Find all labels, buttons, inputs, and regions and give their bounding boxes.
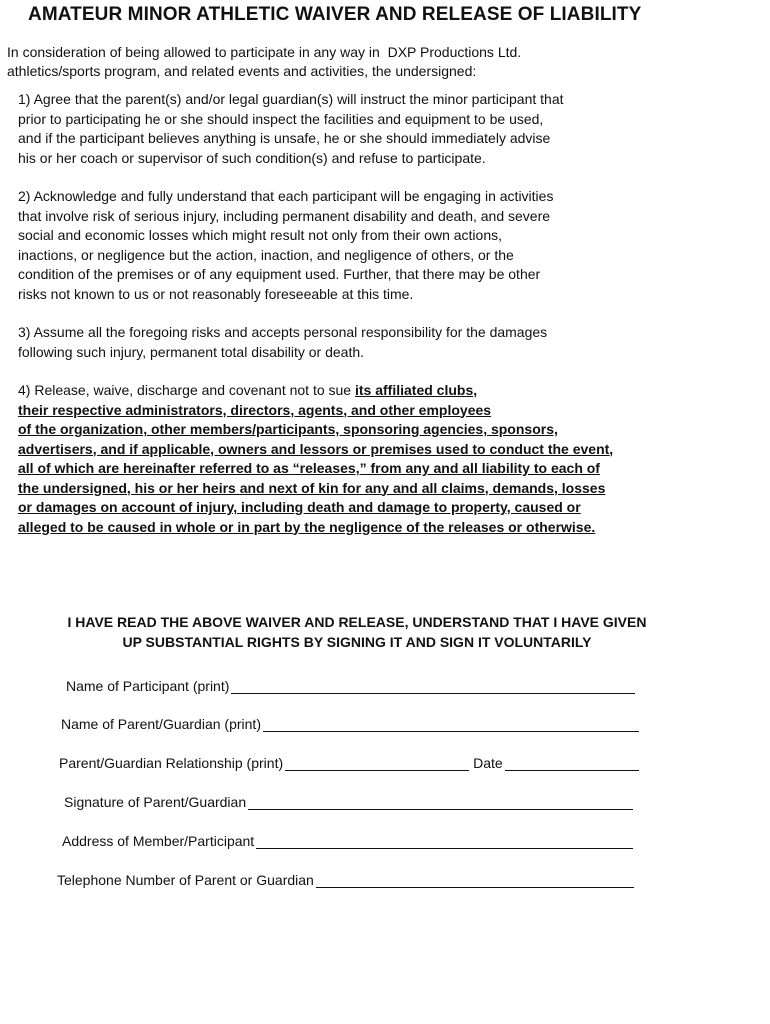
clause-2-line: risks not known to us or not reasonably foreseeable at this time. — [18, 285, 414, 302]
clause-1-line: prior to participating he or she should inspect the facilities and equipment to be used, — [18, 110, 544, 127]
participant-name-label: Name of Participant (print) — [66, 678, 230, 694]
clause-2-line: that involve risk of serious injury, including permanent disability and death, and severe — [18, 207, 551, 224]
participant-name-field — [66, 678, 635, 694]
clause-2-line: 2) Acknowledge and fully understand that each participant will be engaging in activities — [18, 188, 554, 204]
clause-4-line: or damages on account of injury, including death and damage to property, caused or — [18, 499, 581, 515]
clause-2 — [18, 187, 553, 304]
intro-line-2: athletics/sports program, and related events and activities, the undersigned: — [7, 63, 477, 79]
acknowledgement-line: UP SUBSTANTIAL RIGHTS BY SIGNING IT AND SIGN IT VOLUNTARILY — [122, 634, 592, 650]
participant-name-input-line[interactable] — [231, 679, 635, 694]
intro-line-1 — [7, 43, 521, 63]
clause-2-line: condition of the premises or of any equipment used. Further, that there may be other — [18, 266, 541, 282]
telephone-label: Telephone Number of Parent or Guardian — [57, 872, 314, 888]
clause-4-line: of the organization, other members/participants, sponsoring agencies, sponsors, — [18, 421, 558, 437]
clause-1-line: 1) Agree that the parent(s) and/or legal guardian(s) will instruct the minor participant that — [18, 91, 564, 107]
date-input-line[interactable] — [505, 756, 639, 771]
clause-4-line: their respective administrators, directors, agents, and other employees — [18, 401, 492, 418]
clause-4-line: the undersigned, his or her heirs and next of kin for any and all claims, demands, losses — [18, 479, 606, 496]
clause-1 — [18, 90, 564, 168]
clause-4-line: all of which are hereinafter referred to as “releases,” from any and all liability to each of — [18, 460, 600, 476]
acknowledgement — [0, 612, 714, 652]
company-name: DXP Productions Ltd. — [387, 44, 522, 60]
clause-4-first-line — [18, 381, 613, 401]
date-label: Date — [473, 755, 503, 771]
clause-1-line: and if the participant believes anything is unsafe, he or she should immediately advise — [18, 130, 551, 146]
parent-name-field — [61, 716, 639, 732]
signature-label: Signature of Parent/Guardian — [64, 794, 247, 810]
document-title: AMATEUR MINOR ATHLETIC WAIVER AND RELEASE OF LIABILITY — [28, 4, 642, 25]
clause-3-line: 3) Assume all the foregoing risks and accepts personal responsibility for the damages — [18, 324, 548, 340]
clause-3-line: following such injury, permanent total disability or death. — [18, 343, 365, 360]
acknowledgement-line: I HAVE READ THE ABOVE WAIVER AND RELEASE, UNDERSTAND THAT I HAVE GIVEN — [67, 614, 647, 630]
intro-prefix: In consideration of being allowed to participate in any way in — [7, 44, 380, 60]
address-input-line[interactable] — [256, 834, 633, 849]
relationship-field — [59, 755, 639, 771]
parent-name-input-line[interactable] — [263, 717, 639, 732]
clause-2-line: social and economic losses which might result not only from their own actions, — [18, 227, 502, 243]
telephone-input-line[interactable] — [316, 873, 634, 888]
clause-4 — [18, 381, 613, 537]
clause-1-line: his or her coach or supervisor of such condition(s) and refuse to participate. — [18, 149, 486, 166]
signature-field — [64, 794, 633, 810]
relationship-input-line[interactable] — [285, 756, 469, 771]
clause-4-line: advertisers, and if applicable, owners and lessors or premises used to conduct the event, — [18, 440, 614, 457]
parent-name-label: Name of Parent/Guardian (print) — [61, 716, 261, 732]
clause-4-line: alleged to be caused in whole or in part by the negligence of the releases or otherwise. — [18, 518, 596, 535]
address-label: Address of Member/Participant — [62, 833, 255, 849]
clause-2-line: inactions, or negligence but the action, inaction, and negligence of others, or the — [18, 246, 514, 263]
telephone-field — [57, 872, 634, 888]
signature-input-line[interactable] — [248, 795, 633, 810]
clause-4-released-parties: its affiliated clubs, — [355, 382, 478, 398]
address-field — [62, 833, 633, 849]
relationship-label: Parent/Guardian Relationship (print) — [59, 755, 284, 771]
clause-4-prefix: 4) Release, waive, discharge and covenant not to sue — [18, 382, 352, 398]
clause-3 — [18, 323, 547, 362]
